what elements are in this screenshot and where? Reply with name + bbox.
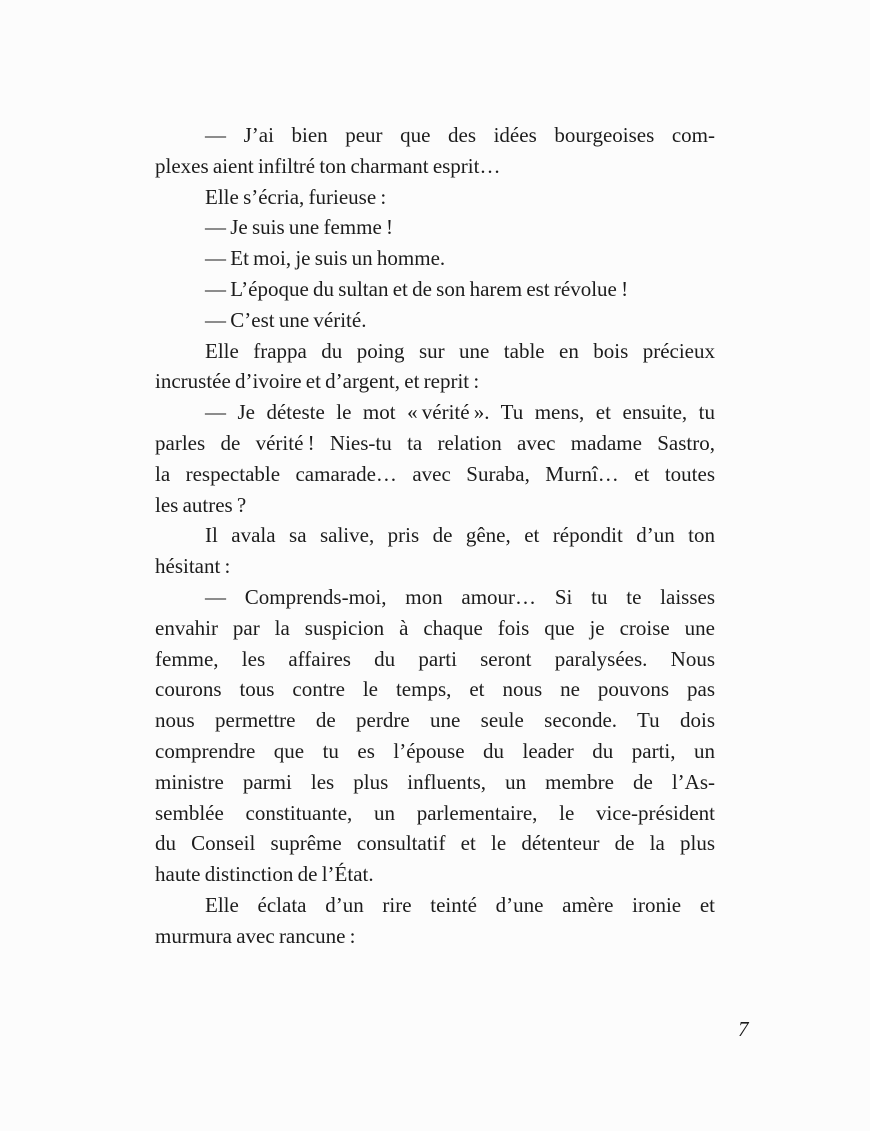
text-line: courons tous contre le temps, et nous ne pouvons pas xyxy=(155,677,715,702)
paragraph xyxy=(155,243,715,274)
paragraph xyxy=(155,397,715,520)
paragraph xyxy=(155,336,715,398)
text-line: les autres ? xyxy=(155,492,247,517)
paragraph xyxy=(155,582,715,890)
paragraph xyxy=(155,212,715,243)
text-line: la respectable camarade… avec Suraba, Murnî… et toutes xyxy=(155,461,715,486)
text-line: — Comprends-moi, mon amour… Si tu te laisses xyxy=(205,584,715,609)
text-line: — J’ai bien peur que des idées bourgeoises com- xyxy=(205,123,715,147)
paragraph xyxy=(155,182,715,213)
text-line: nous permettre de perdre une seule seconde. Tu dois xyxy=(155,708,715,733)
text-line: — C’est une vérité. xyxy=(205,307,367,332)
paragraph xyxy=(155,305,715,336)
text-line: hésitant : xyxy=(155,554,231,579)
text-line: — Je déteste le mot « vérité ». Tu mens, et ensuite, tu xyxy=(205,400,715,425)
text-line: du Conseil suprême consultatif et le détenteur de la plus xyxy=(155,831,715,856)
text-line: comprendre que tu es l’épouse du leader du parti, un xyxy=(155,738,715,763)
paragraph xyxy=(155,120,715,182)
text-line: murmura avec rancune : xyxy=(155,923,356,948)
text-line: haute distinction de l’État. xyxy=(155,862,374,887)
text-line: parles de vérité ! Nies-tu ta relation avec madame Sastro, xyxy=(155,430,715,455)
text-line: femme, les affaires du parti seront paralysées. Nous xyxy=(155,646,715,671)
text-block xyxy=(155,120,715,952)
paragraph xyxy=(155,890,715,952)
text-line: Elle s’écria, furieuse : xyxy=(205,184,387,209)
text-line: envahir par la suspicion à chaque fois que je croise une xyxy=(155,615,715,640)
text-line: Il avala sa salive, pris de gêne, et répondit d’un ton xyxy=(205,523,715,548)
paragraph xyxy=(155,520,715,582)
paragraph xyxy=(155,274,715,305)
text-line: Elle frappa du poing sur une table en bois précieux xyxy=(205,338,715,363)
text-line: — L’époque du sultan et de son harem est révolue ! xyxy=(205,276,629,301)
text-line: ministre parmi les plus influents, un membre de l’As- xyxy=(155,769,715,794)
text-line: — Je suis une femme ! xyxy=(205,215,393,240)
text-line: — Et moi, je suis un homme. xyxy=(205,246,446,271)
text-line: Elle éclata d’un rire teinté d’une amère ironie et xyxy=(205,892,715,917)
page-number: 7 xyxy=(738,1017,749,1041)
text-line: plexes aient infiltré ton charmant esprit… xyxy=(155,153,501,178)
text-line: semblée constituante, un parlementaire, le vice-président xyxy=(155,800,715,825)
text-line: incrustée d’ivoire et d’argent, et reprit : xyxy=(155,369,480,394)
